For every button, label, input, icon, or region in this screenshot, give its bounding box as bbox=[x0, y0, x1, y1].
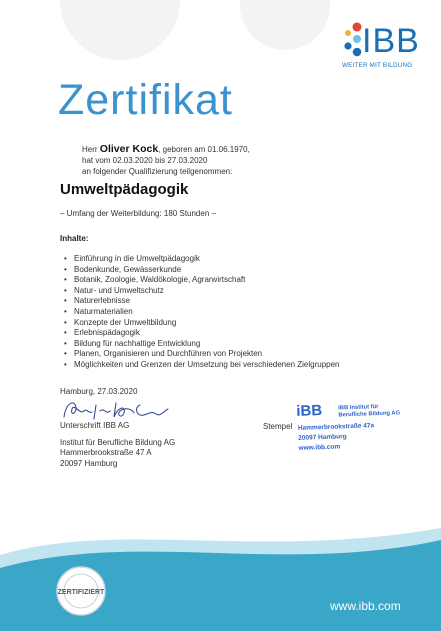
salutation: Herr bbox=[82, 145, 98, 154]
address-line: Institut für Berufliche Bildung AG bbox=[60, 438, 176, 447]
logo-wordmark: IBB bbox=[362, 22, 420, 60]
stamp-name-line: IBB Institut für bbox=[338, 404, 379, 412]
course-duration: – Umfang der Weiterbildung: 180 Stunden – bbox=[60, 209, 216, 218]
logo-tagline: WEITER MIT BILDUNG bbox=[342, 62, 413, 69]
topic-item: • Naturerlebnisse bbox=[60, 296, 340, 307]
topic-item: • Planen, Organisieren und Durchführen von Projekten bbox=[60, 349, 340, 360]
institute-address bbox=[60, 438, 175, 469]
badge-label: ZERTIFIZIERT bbox=[57, 589, 105, 596]
stamp-logo: iBB bbox=[296, 402, 323, 420]
signature bbox=[60, 397, 185, 423]
contents-heading: Inhalte: bbox=[60, 234, 89, 243]
background-circle bbox=[240, 0, 330, 50]
stamp-company-name bbox=[338, 403, 400, 419]
topic-item: • Konzepte der Umweltbildung bbox=[60, 318, 340, 329]
stamp-street: Hammerbrookstraße 47a bbox=[297, 422, 375, 432]
recipient-name: Oliver Kock bbox=[99, 143, 159, 155]
stamp-city: 20097 Hamburg bbox=[298, 433, 347, 442]
topic-item: • Einführung in die Umweltpädagogik bbox=[60, 254, 340, 265]
certification-badge bbox=[55, 565, 107, 617]
topic-item: • Bodenkunde, Gewässerkunde bbox=[60, 265, 340, 276]
birth-date: , geboren am 01.06.1970, bbox=[158, 145, 250, 154]
topic-item: • Bildung für nachhaltige Entwicklung bbox=[60, 339, 340, 350]
website-link[interactable]: www.ibb.com bbox=[330, 599, 401, 613]
signature-label: Unterschrift IBB AG bbox=[60, 421, 130, 430]
logo-dots-icon bbox=[342, 22, 364, 62]
address-line: 20097 Hamburg bbox=[60, 458, 118, 468]
participation-text: an folgender Qualifizierung teilgenommen: bbox=[82, 167, 233, 176]
certificate-intro bbox=[82, 144, 250, 177]
topic-item: • Erlebnispädagogik bbox=[60, 328, 340, 339]
topic-item: • Botanik, Zoologie, Waldökologie, Agrarwirtschaft bbox=[60, 275, 340, 286]
place-date: Hamburg, 27.03.2020 bbox=[60, 387, 138, 396]
stamp-label: Stempel bbox=[263, 422, 293, 431]
background-circle bbox=[108, 26, 136, 54]
address-line: Hammerbrookstraße 47 A bbox=[60, 448, 152, 458]
course-period: hat vom 02.03.2020 bis 27.03.2020 bbox=[82, 156, 208, 165]
ibb-logo bbox=[342, 22, 422, 72]
page-title: Zertifikat bbox=[58, 76, 233, 124]
stamp-name-line: Berufliche Bildung AG bbox=[338, 410, 401, 419]
topic-item: • Naturmaterialien bbox=[60, 307, 340, 318]
topic-item: • Natur- und Umweltschutz bbox=[60, 286, 340, 297]
company-stamp bbox=[296, 400, 408, 460]
topics-list bbox=[60, 254, 340, 371]
course-title: Umweltpädagogik bbox=[60, 181, 189, 198]
stamp-web: www.ibb.com bbox=[298, 443, 341, 452]
topic-item: • Möglichkeiten und Grenzen der Umsetzung bei verschiedenen Zielgruppen bbox=[60, 360, 340, 371]
